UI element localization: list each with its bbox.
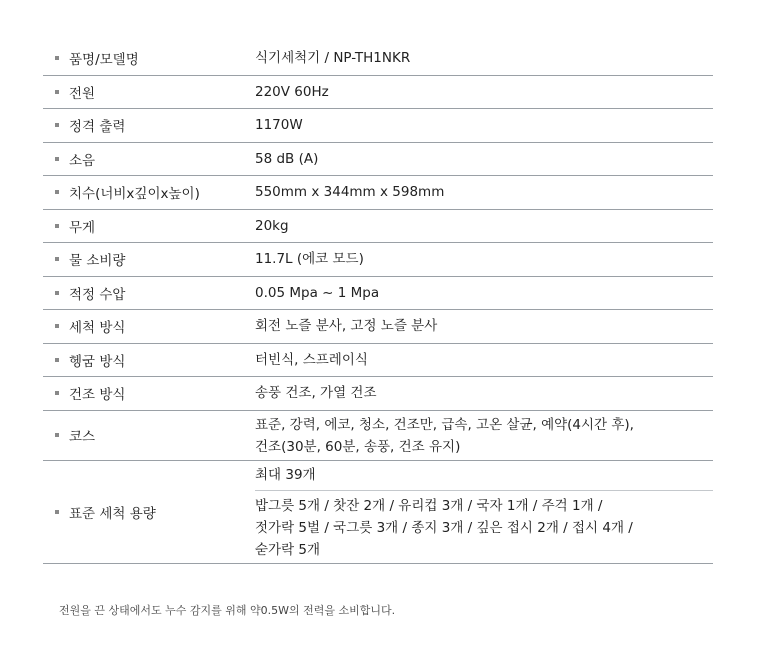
spec-value-line: 건조(30분, 60분, 송풍, 건조 유지) [255, 438, 461, 455]
spec-row-model [43, 42, 713, 76]
spec-label: 무게 [69, 219, 96, 236]
bullet-icon [55, 257, 59, 261]
spec-value-line: 숟가락 5개 [255, 541, 321, 558]
spec-value-line: 젓가락 5벌 / 국그릇 3개 / 종지 3개 / 깊은 접시 2개 / 접시 4개 / [255, 519, 633, 536]
spec-value: 식기세척기 / NP-TH1NKR [255, 50, 411, 67]
spec-value: 220V 60Hz [255, 83, 329, 100]
spec-label: 헹굼 방식 [69, 353, 126, 370]
bullet-icon [55, 291, 59, 295]
bullet-icon [55, 190, 59, 194]
bullet-icon [55, 324, 59, 328]
bullet-icon [55, 56, 59, 60]
spec-row-rated-output [43, 109, 713, 143]
spec-label: 물 소비량 [69, 253, 126, 270]
spec-value-line: 표준, 강력, 에코, 청소, 건조만, 급속, 고온 살균, 예약(4시간 후), [255, 416, 634, 433]
spec-row-courses [43, 411, 713, 461]
spec-row-water-consumption [43, 243, 713, 277]
capacity-max: 최대 39개 [255, 464, 713, 491]
spec-label: 품명/모델명 [69, 52, 139, 69]
spec-value: 터빈식, 스프레이식 [255, 351, 368, 368]
spec-row-capacity [43, 461, 713, 564]
spec-label: 표준 세척 용량 [69, 505, 156, 522]
spec-value-line: 밥그릇 5개 / 찻잔 2개 / 유리컵 3개 / 국자 1개 / 주걱 1개 / [255, 497, 603, 514]
spec-value [255, 411, 713, 460]
spec-label: 건조 방식 [69, 387, 126, 404]
spec-value: 0.05 Mpa ~ 1 Mpa [255, 284, 380, 301]
spec-label: 세척 방식 [69, 320, 126, 337]
standby-power-note: 전원을 끈 상태에서도 누수 감지를 위해 약0.5W의 전력을 소비합니다. [59, 604, 396, 617]
bullet-icon [55, 510, 59, 514]
spec-label: 코스 [69, 429, 96, 445]
bullet-icon [55, 358, 59, 362]
spec-row-dry-method [43, 377, 713, 411]
spec-row-weight [43, 210, 713, 244]
spec-row-rinse-method [43, 344, 713, 378]
spec-label: 치수(너비x깊이x높이) [69, 186, 200, 203]
bullet-icon [55, 90, 59, 94]
bullet-icon [55, 433, 59, 437]
bullet-icon [55, 157, 59, 161]
spec-row-wash-method [43, 310, 713, 344]
spec-row-noise [43, 143, 713, 177]
spec-value: 20kg [255, 217, 289, 234]
bullet-icon [55, 224, 59, 228]
spec-value: 1170W [255, 117, 303, 134]
spec-value: 550mm x 344mm x 598mm [255, 184, 445, 201]
spec-label: 소음 [69, 152, 96, 169]
spec-label: 적정 수압 [69, 286, 126, 303]
spec-value: 11.7L (에코 모드) [255, 251, 364, 268]
spec-row-power [43, 76, 713, 110]
spec-label: 전원 [69, 85, 96, 102]
spec-label: 정격 출력 [69, 119, 126, 136]
spec-row-dimensions [43, 176, 713, 210]
bullet-icon [55, 123, 59, 127]
spec-value: 58 dB (A) [255, 150, 319, 167]
bullet-icon [55, 391, 59, 395]
spec-table [43, 42, 713, 564]
spec-value [255, 461, 713, 563]
spec-value: 회전 노즐 분사, 고정 노즐 분사 [255, 318, 438, 335]
spec-row-water-pressure [43, 277, 713, 311]
capacity-items [255, 495, 713, 561]
spec-value: 송풍 건조, 가열 건조 [255, 385, 377, 402]
